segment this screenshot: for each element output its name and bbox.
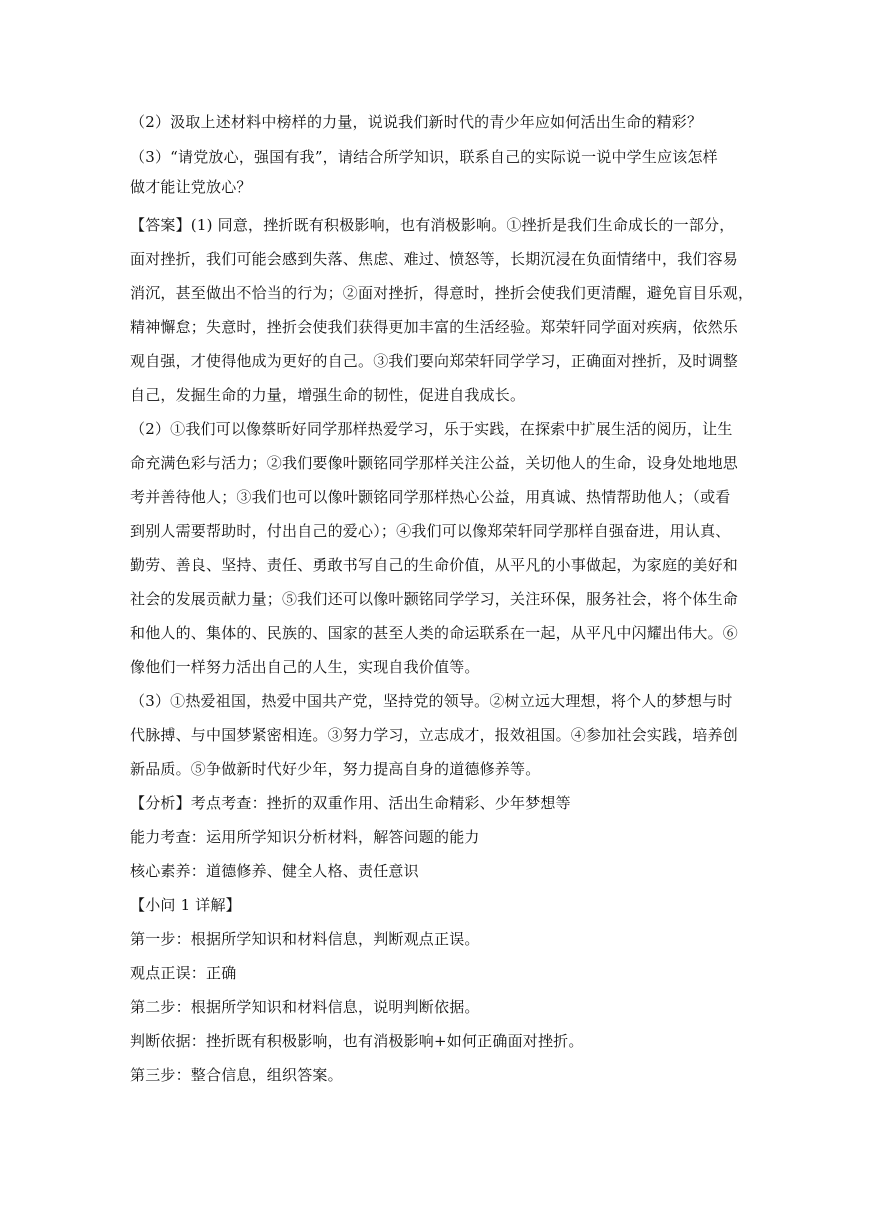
answer-1-line-1: 【答案】(1) 同意，挫折既有积极影响，也有消极影响。①挫折是我们生命成长的一部分， [130,216,735,234]
literacy-line: 核心素养：道德修养、健全人格、责任意识 [130,862,419,880]
answer-1-line-4: 精神懈怠；失意时，挫折会使我们获得更加丰富的生活经验。郑荣轩同学面对疾病，依然乐 [130,318,739,336]
answer-3-line-1: （3）①热爱祖国，热爱中国共产党，坚持党的领导。②树立远大理想，将个人的梦想与时 [130,692,733,710]
answer-3-line-3: 新品质。⑤争做新时代好少年，努力提高自身的道德修养等。 [130,760,541,778]
answer-2-line-3: 考并善待他人；③我们也可以像叶颢铭同学那样热心公益，用真诚、热情帮助他人；（或看 [130,488,731,506]
answer-1-line-6: 自己，发掘生命的力量，增强生命的韧性，促进自我成长。 [130,386,526,404]
answer-2-line-7: 和他人的、集体的、民族的、国家的甚至人类的命运联系在一起，从平凡中闪耀出伟大。⑥ [130,624,739,642]
analysis-heading: 【分析】考点考查：挫折的双重作用、活出生命精彩、少年梦想等 [130,794,571,812]
answer-2-line-2: 命充满色彩与活力；②我们要像叶颢铭同学那样关注公益，关切他人的生命，设身处地地思 [130,454,739,472]
detail-heading: 【小问 1 详解】 [130,896,241,914]
step-1: 第一步：根据所学知识和材料信息，判断观点正误。 [130,930,480,948]
question-2: （2）汲取上述材料中榜样的力量，说说我们新时代的青少年应如何活出生命的精彩？ [130,113,703,131]
answer-2-line-5: 勤劳、善良、坚持、责任、勇敢书写自己的生命价值，从平凡的小事做起，为家庭的美好和 [130,556,739,574]
answer-2-line-6: 社会的发展贡献力量；⑤我们还可以像叶颢铭同学学习，关注环保，服务社会，将个体生命 [130,590,739,608]
step-2: 第二步：根据所学知识和材料信息，说明判断依据。 [130,998,480,1016]
answer-1-line-5: 观自强，才使得他成为更好的自己。③我们要向郑荣轩同学学习，正确面对挫折，及时调整 [130,352,739,370]
answer-2-line-4: 到别人需要帮助时，付出自己的爱心）；④我们可以像郑荣轩同学那样自强奋进，用认真、 [130,522,731,540]
step-3: 第三步：整合信息，组织答案。 [130,1066,343,1084]
answer-1-line-2: 面对挫折，我们可能会感到失落、焦虑、难过、愤怒等，长期沉浸在负面情绪中，我们容易 [130,250,739,268]
ability-line: 能力考查：运用所学知识分析材料，解答问题的能力 [130,828,480,846]
question-3-line-1: （3）“请党放心，强国有我”，请结合所学知识，联系自己的实际说一说中学生应该怎样 [130,148,718,166]
answer-2-line-8: 像他们一样努力活出自己的人生，实现自我价值等。 [130,658,480,676]
answer-2-line-1: （2）①我们可以像蔡昕好同学那样热爱学习，乐于实践，在探索中扩展生活的阅历，让生 [130,420,733,438]
answer-1-line-3: 消沉，甚至做出不恰当的行为；②面对挫折，得意时，挫折会使我们更清醒，避免盲目乐观， [130,284,754,302]
basis-line: 判断依据：挫折既有积极影响，也有消极影响+如何正确面对挫折。 [130,1032,584,1050]
view-line: 观点正误：正确 [130,964,237,982]
question-3-line-2: 做才能让党放心？ [130,178,252,196]
answer-3-line-2: 代脉搏、与中国梦紧密相连。③努力学习，立志成才，报效祖国。④参加社会实践，培养创 [130,726,739,744]
